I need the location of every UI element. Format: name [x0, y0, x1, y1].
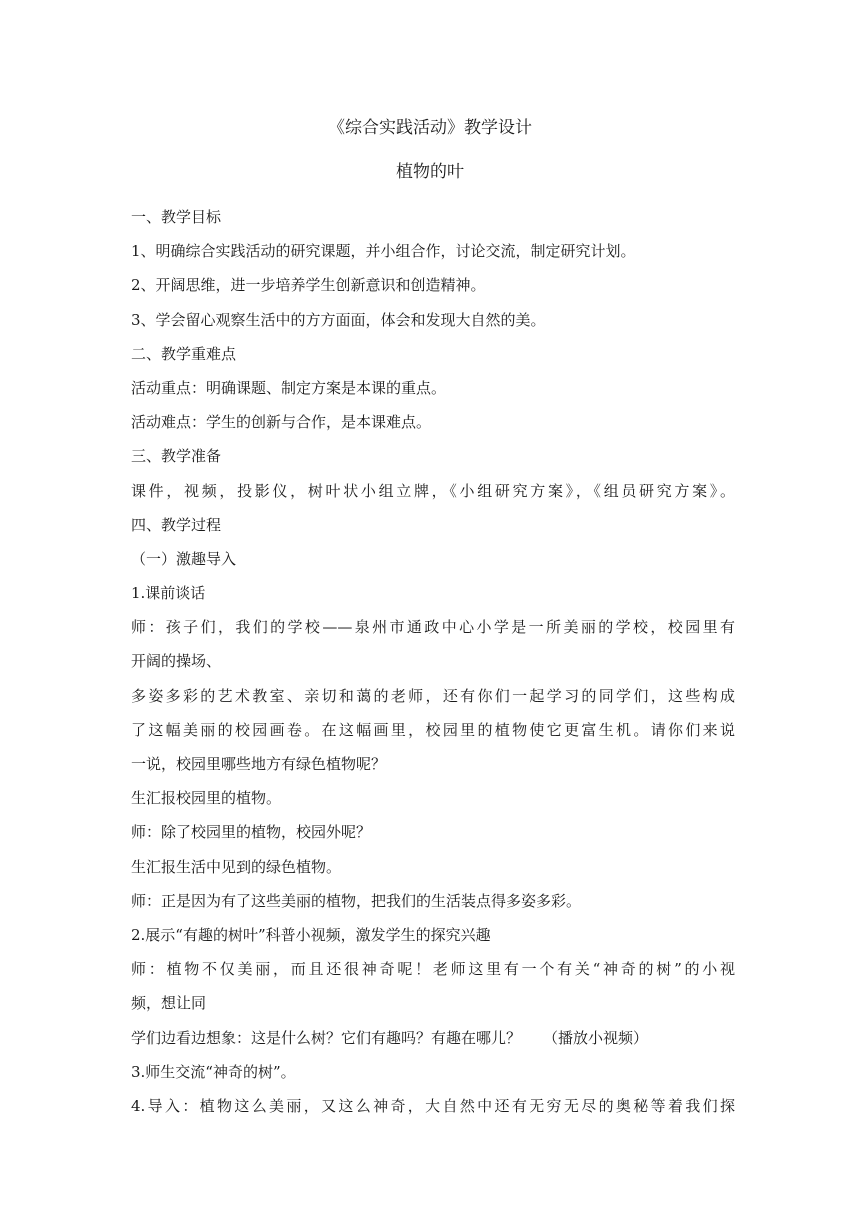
objective-1: 1、明确综合实践活动的研究课题，并小组合作，讨论交流，制定研究计划。 [131, 242, 636, 261]
preparation-list: 课件，视频，投影仪，树叶状小组立牌，《小组研究方案》，《组员研究方案》。 [131, 481, 735, 500]
paragraph-line: 生汇报校园里的植物。 [131, 789, 282, 808]
paragraph-line: 开阔的操场、 [131, 652, 222, 671]
paragraph-line: 频，想让同 [131, 994, 207, 1013]
section-heading-objectives: 一、教学目标 [131, 208, 222, 226]
paragraph-text: 学们边看边想象：这是什么树？它们有趣吗？有趣在哪儿？ [131, 1028, 522, 1047]
step-heading-4: 4.导入：植物这么美丽，又这么神奇，大自然中还有无穷无尽的奥秘等着我们探 [131, 1096, 735, 1115]
paragraph-line: 多姿多彩的艺术教室、亲切和蔼的老师，还有你们一起学习的同学们，这些构成 [131, 686, 735, 705]
key-point: 活动重点：明确课题、制定方案是本课的重点。 [131, 378, 447, 397]
difficult-point: 活动难点：学生的创新与合作，是本课难点。 [131, 413, 432, 432]
objective-3: 3、学会留心观察生活中的方方面面，体会和发现大自然的美。 [131, 310, 546, 329]
section-heading-preparation: 三、教学准备 [131, 447, 222, 466]
step-heading-3: 3.师生交流“神奇的树”。 [131, 1062, 296, 1081]
step-heading-2: 2.展示“有趣的树叶”科普小视频，激发学生的探究兴趣 [131, 925, 491, 944]
paragraph-line: 师：正是因为有了这些美丽的植物，把我们的生活装点得多姿多彩。 [131, 891, 582, 910]
subsection-heading-intro: （一）激趣导入 [131, 549, 237, 568]
document-title: 《综合实践活动》教学设计 [328, 118, 532, 138]
paragraph-line-with-note [131, 1021, 735, 1055]
section-heading-process: 四、教学过程 [131, 515, 222, 534]
paragraph-line: 师：植物不仅美丽，而且还很神奇呢！老师这里有一个有关“神奇的树”的小视 [131, 960, 735, 979]
paragraph-line: 生汇报生活中见到的绿色植物。 [131, 857, 342, 876]
document-body [131, 200, 735, 1123]
paragraph-line: 师：孩子们，我们的学校——泉州市通政中心小学是一所美丽的学校，校园里有 [131, 618, 735, 637]
section-heading-key-points: 二、教学重难点 [131, 344, 237, 363]
document-subtitle: 植物的叶 [396, 162, 464, 182]
paragraph-line: 师：除了校园里的植物，校园外呢？ [131, 823, 372, 842]
paragraph-line: 一说，校园里哪些地方有绿色植物呢？ [131, 755, 387, 773]
step-heading-1: 1.课前谈话 [131, 584, 206, 603]
paragraph-line: 了这幅美丽的校园画卷。在这幅画里，校园里的植物使它更富生机。请你们来说 [131, 720, 735, 739]
stage-direction: （播放小视频） [543, 1028, 649, 1047]
objective-2: 2、开阔思维，进一步培养学生创新意识和创造精神。 [131, 276, 486, 295]
